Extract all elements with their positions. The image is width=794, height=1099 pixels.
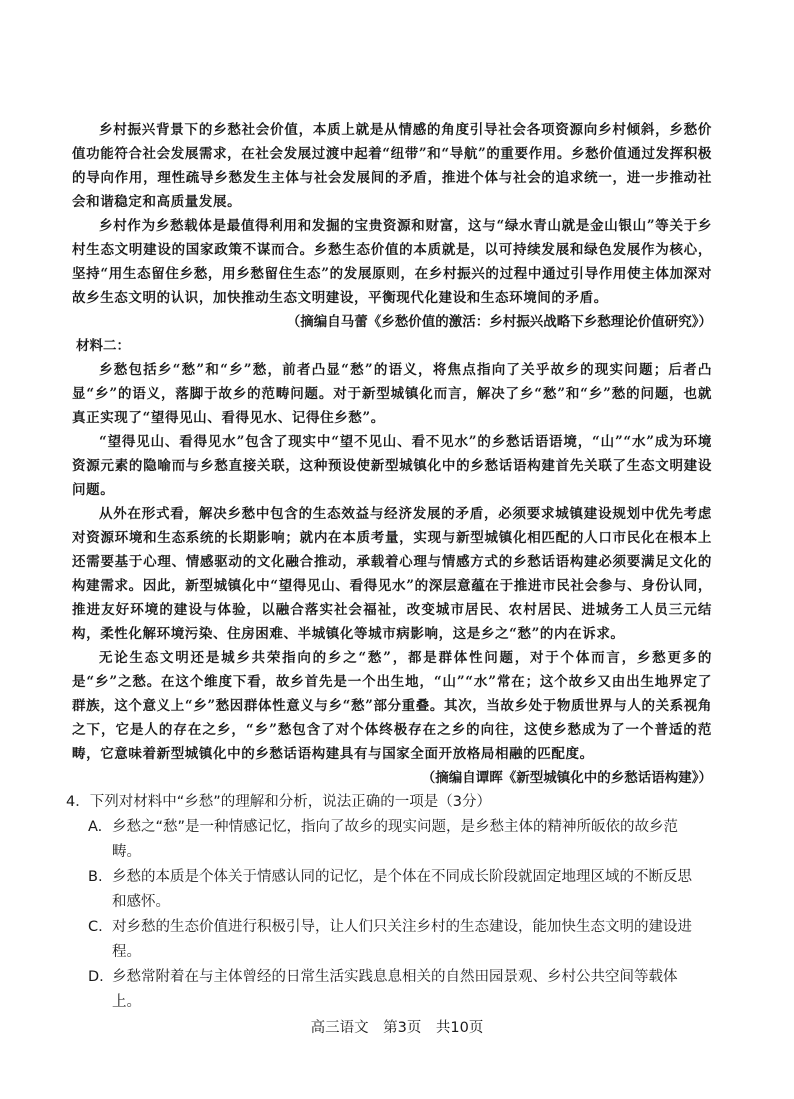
- material2-heading: 材料二：: [76, 338, 130, 354]
- material1-paragraph-2: 乡村作为乡愁载体是最值得利用和发掘的宝贵资源和财富，这与“绿水青山就是金山银山”等关于乡村生态文明建设的国家政策不谋而合。乡愁生态价值的本质就是，以可持续发展和绿色发展作为核心，坚持“用生态留住乡愁，用乡愁留住生态”的发展原则，在乡村振兴的过程中通过引导作用使主体加深对故乡生态文明的认识，加快推动生态文明建设，平衡现代化建设和生态环境间的矛盾。: [72, 218, 712, 306]
- option-d: [88, 965, 712, 1015]
- material2-paragraph-2: “望得见山、看得见水”包含了现实中“望不见山、看不见水”的乡愁话语语境，“山”“水”成为环境资源元素的隐喻而与乡愁直接关联，这种预设使新型城镇化中的乡愁话语构建首先关联了生态文明建设问题。: [72, 434, 712, 498]
- option-letter: A.: [88, 819, 103, 835]
- option-b: [88, 865, 712, 915]
- option-letter: D.: [88, 969, 104, 985]
- option-a: [88, 815, 712, 865]
- option-text: 乡愁常附着在与主体曾经的日常生活实践息息相关的自然田园景观、乡村公共空间等载体上。: [112, 969, 678, 1010]
- material2-paragraph-4: 无论生态文明还是城乡共荣指向的乡之“愁”，都是群体性问题，对于个体而言，乡愁更多的是“乡”之愁。在这个维度下看，故乡首先是一个出生地，“山”“水”常在；这个故乡又由出生地界定了群族，这个意义上“乡”愁因群体性意义与乡“愁”部分重叠。其次，当故乡处于物质世界与人的关系视角之下，它是人的存在之乡，“乡”愁包含了对个体终极存在之乡的向往，这使乡愁成为了一个普适的范畴，它意味着新型城镇化中的乡愁话语构建具有与国家全面开放格局相融的匹配度。: [72, 650, 712, 762]
- option-letter: C.: [88, 919, 103, 935]
- option-text: 对乡愁的生态价值进行积极引导，让人们只关注乡村的生态建设，能加快生态文明的建设进程。: [112, 919, 692, 960]
- material2-paragraph-1: 乡愁包括乡“愁”和“乡”愁，前者凸显“愁”的语义，将焦点指向了关乎故乡的现实问题；后者凸显“乡”的语义，落脚于故乡的范畴问题。对于新型城镇化而言，解决了乡“愁”和“乡”愁的问题，也就真正实现了“望得见山、看得见水、记得住乡愁”。: [72, 362, 712, 426]
- option-text: 乡愁的本质是个体关于情感认同的记忆，是个体在不同成长阶段就固定地理区域的不断反思和感怀。: [112, 869, 692, 910]
- option-c: [88, 915, 712, 965]
- material2-paragraph-3: 从外在形式看，解决乡愁中包含的生态效益与经济发展的矛盾，必须要求城镇建设规划中优先考虑对资源环境和生态系统的长期影响；就内在本质考量，实现与新型城镇化相匹配的人口市民化在根本上还需要基于心理、情感驱动的文化融合推动，承载着心理与情感方式的乡愁话语构建必须要满足文化的构建需求。因此，新型城镇化中“望得见山、看得见水”的深层意蕴在于推进市民社会参与、身份认同，推进友好环境的建设与体验，以融合落实社会福祉，改变城市居民、农村居民、进城务工人员三元结构，柔性化解环境污染、住房困难、半城镇化等城市病影响，这是乡之“愁”的内在诉求。: [72, 506, 712, 642]
- material2-source: （摘编自谭晖《新型城镇化中的乡愁话语构建》）: [421, 770, 712, 786]
- question-stem: 4．下列对材料中“乡愁”的理解和分析，说法正确的一项是（3分）: [66, 794, 491, 810]
- option-text: 乡愁之“愁”是一种情感记忆，指向了故乡的现实问题，是乡愁主体的精神所皈依的故乡范畴。: [112, 819, 679, 860]
- question-options: [72, 815, 712, 1015]
- page-footer: 高三语文 第3页 共10页: [310, 1020, 484, 1036]
- option-letter: B.: [88, 869, 103, 885]
- material1-source: （摘编自马蕾《乡愁价值的激活：乡村振兴战略下乡愁理论价值研究》）: [286, 314, 712, 330]
- material1-paragraph-1: 乡村振兴背景下的乡愁社会价值，本质上就是从情感的角度引导社会各项资源向乡村倾斜，乡愁价值功能符合社会发展需求，在社会发展过渡中起着“纽带”和“导航”的重要作用。乡愁价值通过发挥积极的导向作用，理性疏导乡愁发生主体与社会发展间的矛盾，推进个体与社会的追求统一，进一步推动社会和谐稳定和高质量发展。: [72, 122, 712, 210]
- page-content: [66, 118, 712, 1015]
